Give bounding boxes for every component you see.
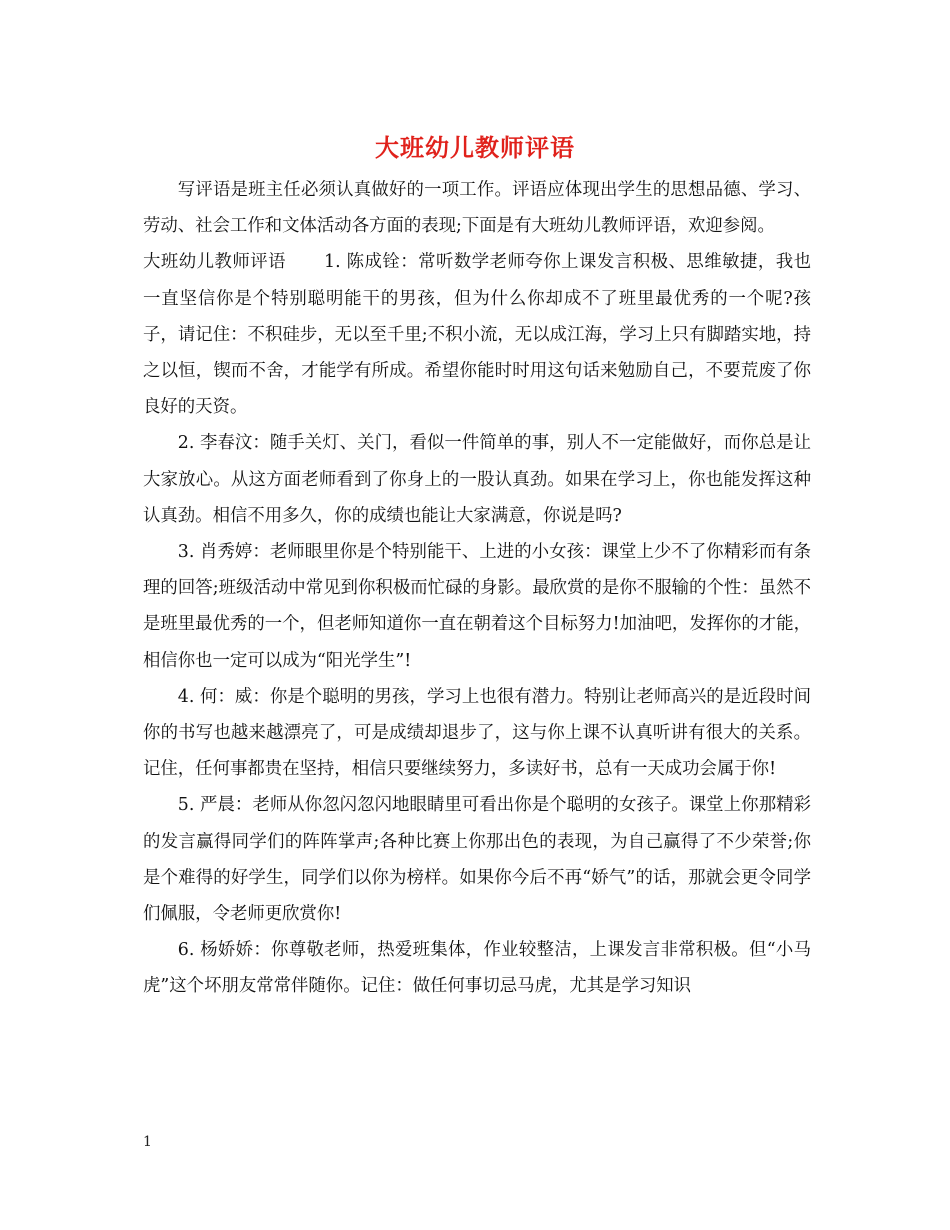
document-body	[143, 172, 811, 1005]
comment-paragraph-5: 5. 严晨：老师从你忽闪忽闪地眼睛里可看出你是个聪明的女孩子。课堂上你那精彩的发言赢得同学们的阵阵掌声;各种比赛上你那出色的表现，为自己赢得了不少荣誉;你是个难得的好学生，同学们以你为榜样。如果你今后不再“娇气”的话，那就会更令同学们佩服，令老师更欣赏你!	[143, 795, 811, 925]
intro-paragraph: 写评语是班主任必须认真做好的一项工作。评语应体现出学生的思想品德、学习、劳动、社会工作和文体活动各方面的表现;下面是有大班幼儿教师评语，欢迎参阅。	[143, 180, 811, 237]
comment-paragraph-4: 4. 何：威：你是个聪明的男孩，学习上也很有潜力。特别让老师高兴的是近段时间你的书写也越来越漂亮了，可是成绩却退步了，这与你上课不认真听讲有很大的关系。记住，任何事都贵在坚持，相信只要继续努力，多读好书，总有一天成功会属于你!	[143, 686, 811, 780]
page-number: 1	[143, 1134, 152, 1150]
comment-paragraph-3: 3. 肖秀婷：老师眼里你是个特别能干、上进的小女孩：课堂上少不了你精彩而有条理的回答;班级活动中常见到你积极而忙碌的身影。最欣赏的是你不服输的个性：虽然不是班里最优秀的一个，但老师知道你一直在朝着这个目标努力!加油吧，发挥你的才能，相信你也一定可以成为“阳光学生”!	[143, 542, 811, 671]
comment-paragraph-6: 6. 杨娇娇：你尊敬老师，热爱班集体，作业较整洁，上课发言非常积极。但“小马虎”这个坏朋友常常伴随你。记住：做任何事切忌马虎，尤其是学习知识	[143, 940, 811, 997]
section-label: 大班幼儿教师评语	[143, 252, 287, 273]
document-title: 大班幼儿教师评语	[375, 133, 575, 162]
comment-text-1: 1. 陈成铨：常听数学老师夸你上课发言积极、思维敏捷，我也一直坚信你是个特别聪明能干的男孩，但为什么你却成不了班里最优秀的一个呢?孩子，请记住：不积硅步，无以至千里;不积小流，无以成江海，学习上只有脚踏实地，持之以恒，锲而不舍，才能学有所成。希望你能时时用这句话来勉励自己，不要荒废了你良好的天资。	[143, 252, 811, 418]
comment-paragraph-1	[143, 244, 811, 425]
comment-paragraph-2: 2. 李春汶：随手关灯、关门，看似一件简单的事，别人不一定能做好，而你总是让大家放心。从这方面老师看到了你身上的一股认真劲。如果在学习上，你也能发挥这种认真劲。相信不用多久，你的成绩也能让大家满意，你说是吗?	[143, 433, 811, 526]
